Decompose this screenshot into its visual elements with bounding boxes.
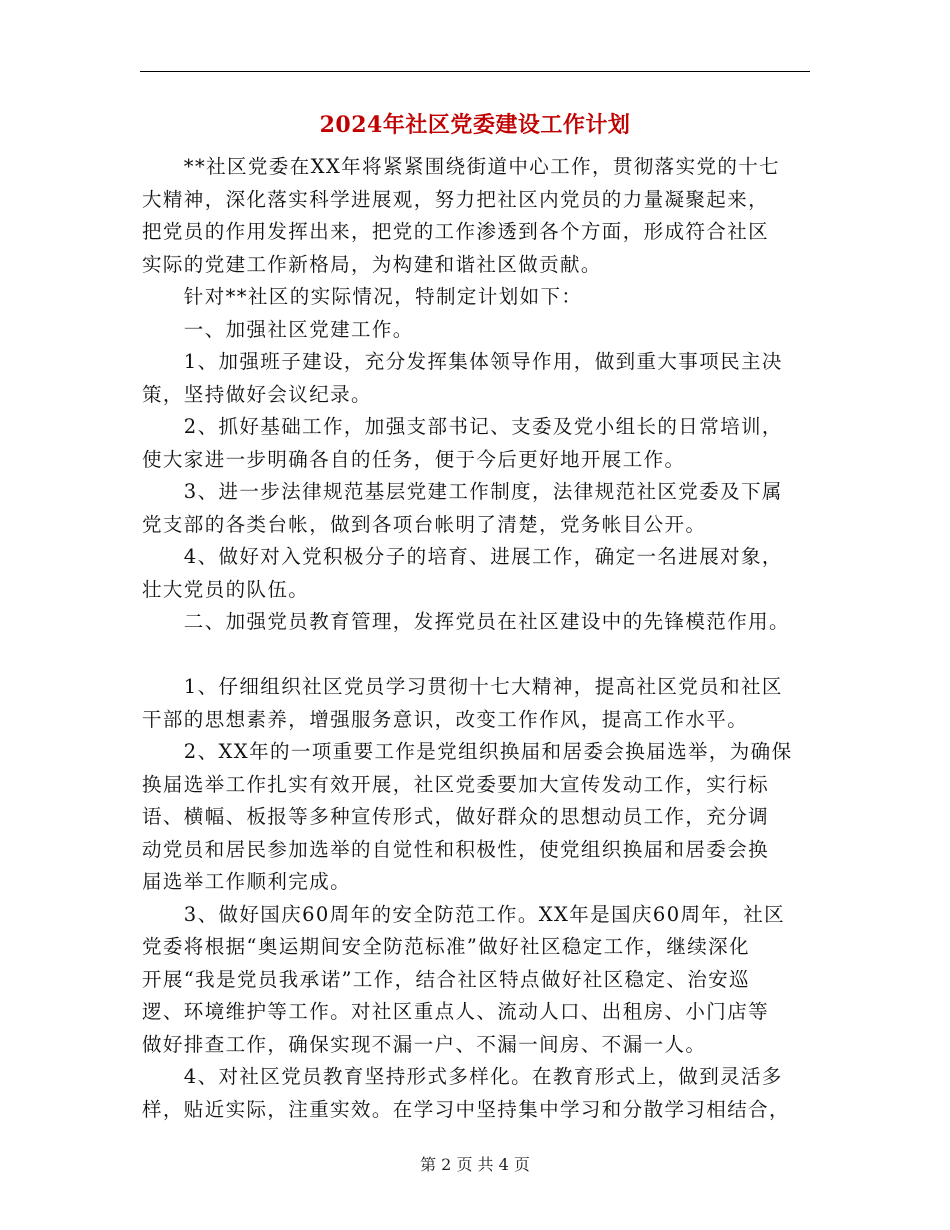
text-line: 逻、环境维护等工作。对社区重点人、流动人口、出租房、小门店等 bbox=[142, 1000, 770, 1023]
text-line: 大精神，深化落实科学进展观，努力把社区内党员的力量凝聚起来， bbox=[142, 187, 770, 211]
text-line: 干部的思想素养，增强服务意识，改变工作作风，提高工作水平。 bbox=[142, 707, 749, 731]
text-line: 二、加强党员教育管理，发挥党员在社区建设中的先锋模范作用。 bbox=[142, 610, 790, 633]
document-body bbox=[142, 151, 814, 1126]
text-line: 换届选举工作扎实有效开展，社区党委要加大宣传发动工作，实行标 bbox=[142, 772, 770, 796]
text-line: 3、进一步法律规范基层党建工作制度，法律规范社区党委及下属 bbox=[142, 480, 783, 503]
text-line: 使大家进一步明确各自的任务，便于今后更好地开展工作。 bbox=[142, 447, 686, 471]
text-line: 语、横幅、板报等多种宣传形式，做好群众的思想动员工作，充分调 bbox=[142, 805, 770, 828]
text-line: 2、抓好基础工作，加强支部书记、支委及党小组长的日常培训， bbox=[142, 415, 783, 438]
text-line: 4、做好对入党积极分子的培育、进展工作，确定一名进展对象， bbox=[142, 545, 783, 568]
text-line: 把党员的作用发挥出来，把党的工作渗透到各个方面，形成符合社区 bbox=[142, 220, 770, 243]
text-line: **社区党委在XX年将紧紧围绕街道中心工作，贯彻落实党的十七 bbox=[142, 155, 781, 178]
text-line: 1、加强班子建设，充分发挥集体领导作用，做到重大事项民主决 bbox=[142, 350, 783, 373]
text-line: 党支部的各类台帐，做到各项台帐明了清楚，党务帐目公开。 bbox=[142, 512, 707, 536]
page-number: 第 2 页 共 4 页 bbox=[420, 1155, 530, 1174]
text-line: 开展“我是党员我承诺”工作，结合社区特点做好社区稳定、治安巡 bbox=[142, 967, 750, 991]
text-line: 4、对社区党员教育坚持形式多样化。在教育形式上，做到灵活多 bbox=[142, 1065, 783, 1088]
header-rule bbox=[140, 71, 810, 72]
text-line: 动党员和居民参加选举的自觉性和积极性，使党组织换届和居委会换 bbox=[142, 837, 770, 861]
text-line: 党委将根据“奥运期间安全防范标准”做好社区稳定工作，继续深化 bbox=[142, 935, 750, 958]
text-line: 1、仔细组织社区党员学习贯彻十七大精神，提高社区党员和社区 bbox=[142, 675, 783, 698]
text-line: 针对**社区的实际情况，特制定计划如下： bbox=[142, 285, 583, 308]
text-line: 实际的党建工作新格局，为构建和谐社区做贡献。 bbox=[142, 252, 602, 276]
text-line: 壮大党员的队伍。 bbox=[142, 577, 310, 601]
text-line: 一、加强社区党建工作。 bbox=[142, 317, 414, 341]
text-line: 届选举工作顺利完成。 bbox=[142, 870, 352, 893]
text-line: 做好排查工作，确保实现不漏一户、不漏一间房、不漏一人。 bbox=[142, 1032, 707, 1056]
blank-line bbox=[142, 639, 814, 672]
text-line: 样，贴近实际，注重实效。在学习中坚持集中学习和分散学习相结合， bbox=[142, 1097, 790, 1121]
text-line: 策，坚持做好会议纪录。 bbox=[142, 382, 372, 406]
text-line: 2、XX年的一项重要工作是党组织换届和居委会换届选举，为确保 bbox=[142, 740, 793, 763]
document-title: 2024年社区党委建设工作计划 bbox=[319, 112, 631, 138]
text-line: 3、做好国庆60周年的安全防范工作。XX年是国庆60周年，社区 bbox=[142, 902, 785, 926]
